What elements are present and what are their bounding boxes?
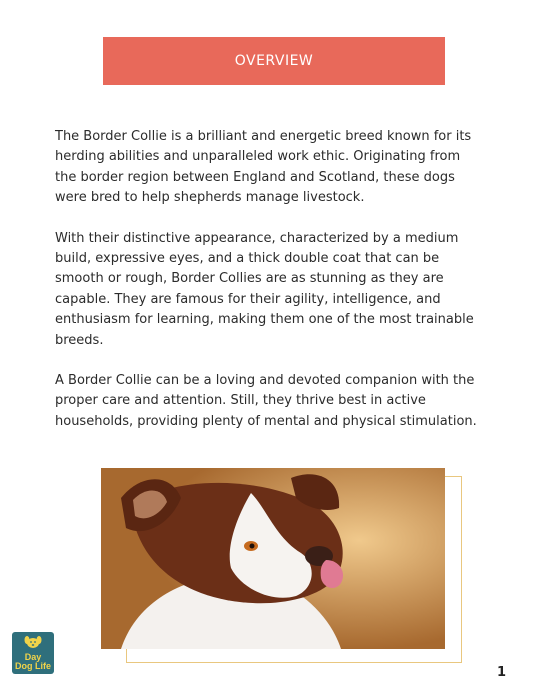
section-banner: [103, 37, 445, 85]
paragraph-2: With their distinctive appearance, characterized by a medium build, expressive eyes, and a thick double coat that can be smooth or rough, Border Collies are as stunning as they are capable. They are famous for their agility, intelligence, and enthusiasm for learning, making them one of the most trainable breeds.: [55, 230, 474, 348]
page-number: 1: [497, 665, 507, 680]
section-title: OVERVIEW: [234, 53, 314, 69]
logo-line-2: Dog Life: [15, 661, 51, 671]
brand-logo: [12, 632, 54, 674]
overview-text: [55, 127, 485, 452]
paragraph-3: A Border Collie can be a loving and devoted companion with the proper care and attention. Still, they thrive best in active households, providing plenty of mental and physical stimulation.: [55, 373, 477, 429]
logo-line-1: Day: [24, 652, 42, 662]
paragraph-1: The Border Collie is a brilliant and energetic breed known for its herding abilities and unparalleled work ethic. Originating from the border region between England and Scotland, these dogs were bred to help shepherds manage livestock.: [55, 129, 472, 206]
dog-illustration: [101, 468, 445, 649]
border-collie-photo: [101, 468, 445, 649]
dog-face-icon: [24, 635, 42, 649]
